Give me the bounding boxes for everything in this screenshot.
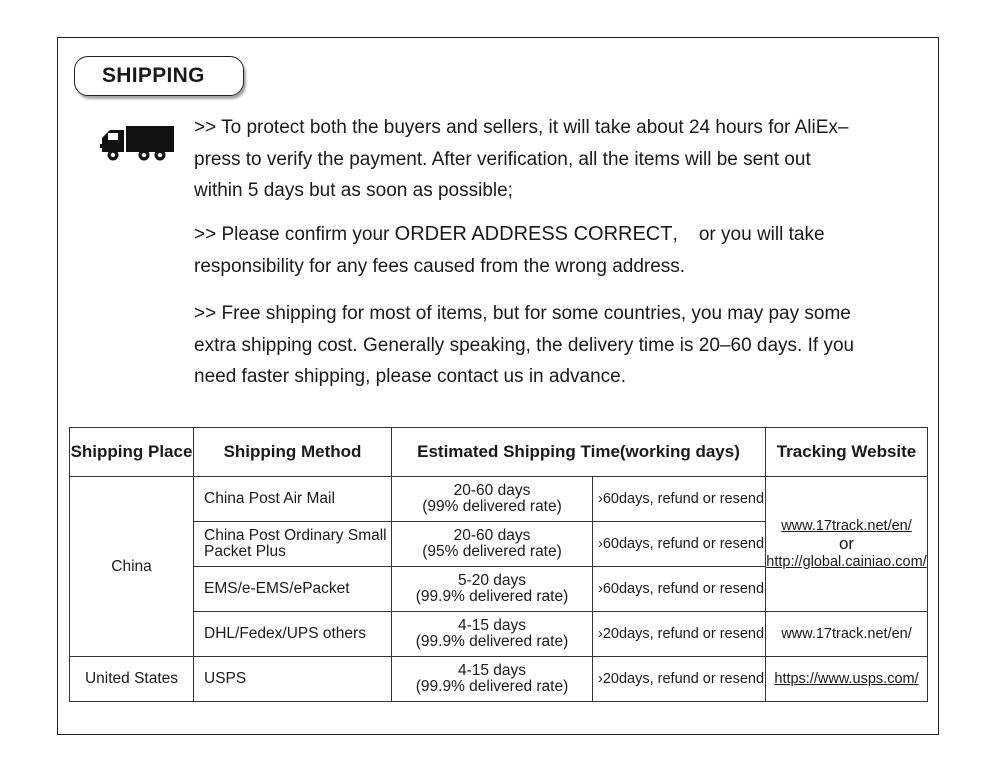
note-cell: ›20days, refund or resend [593,612,766,657]
method-cell: EMS/e-EMS/ePacket [194,567,392,612]
tracking-or: or [838,534,855,553]
table-row [70,477,928,522]
paragraph-text: >> Please confirm your [194,224,395,245]
paragraph-line: need faster shipping, please contact us in advance. [194,366,627,387]
rate-text: (99.9% delivered rate) [415,633,569,650]
verification-paragraph [194,112,934,207]
note-cell: ›60days, refund or resend [593,522,766,567]
truck-icon [100,124,176,162]
days-text: 5-20 days [457,572,527,589]
tracking-link[interactable]: www.17track.net/en/ [781,518,912,534]
paragraph-line: press to verify the payment. After verification, all the items will be sent out [194,148,811,170]
rate-text: (99.9% delivered rate) [415,588,569,605]
days-text: 4-15 days [457,617,527,634]
header-estimated-time: Estimated Shipping Time(working days) [392,428,766,477]
rate-text: (99% delivered rate) [422,498,562,515]
tracking-cell-china [766,477,928,612]
method-cell [194,522,392,567]
method-text: China Post Ordinary Small [204,527,387,544]
days-text: 20-60 days [453,527,531,544]
time-cell [392,657,593,702]
tracking-cell[interactable]: www.17track.net/en/ [766,612,928,657]
address-highlight: ORDER ADDRESS CORRECT [394,223,673,245]
place-united-states: United States [70,657,194,702]
note-cell: ›20days, refund or resend [593,657,766,702]
header-shipping-place: Shipping Place [70,428,194,477]
rate-text: (99.9% delivered rate) [415,678,569,695]
method-cell: USPS [194,657,392,702]
paragraph-line: within 5 days but as soon as possible; [194,180,513,201]
tracking-link[interactable]: http://global.cainiao.com/ [766,554,927,570]
time-cell [392,522,593,567]
method-cell: DHL/Fedex/UPS others [194,612,392,657]
header-shipping-method: Shipping Method [194,428,392,477]
paragraph-line: >> Free shipping for most of items, but for some countries, you may pay some [194,303,851,324]
paragraph-line: extra shipping cost. Generally speaking, the delivery time is 20–60 days. If you [194,334,855,356]
paragraph-text: , or you will take [672,224,825,245]
free-shipping-paragraph [194,298,934,393]
method-cell: China Post Air Mail [194,477,392,522]
days-text: 4-15 days [457,662,527,679]
rate-text: (95% delivered rate) [422,543,562,560]
time-cell [392,477,593,522]
paragraph-line: >> To protect both the buyers and sellers, it will take about 24 hours for AliEx– [194,117,849,138]
method-text: Packet Plus [204,543,286,560]
note-cell: ›60days, refund or resend [593,567,766,612]
address-paragraph [194,219,934,282]
time-cell [392,612,593,657]
shipping-table [69,427,928,702]
table-header-row [70,428,928,477]
table-row [70,612,928,657]
section-title: SHIPPING [74,56,244,96]
time-cell [392,567,593,612]
days-text: 20-60 days [453,482,531,499]
paragraph-line: responsibility for any fees caused from the wrong address. [194,255,686,277]
table-row [70,657,928,702]
paragraph-line [194,219,934,251]
tracking-link[interactable]: https://www.usps.com/ [766,657,928,702]
place-china: China [70,477,194,657]
header-tracking-website: Tracking Website [766,428,928,477]
note-cell: ›60days, refund or resend [593,477,766,522]
